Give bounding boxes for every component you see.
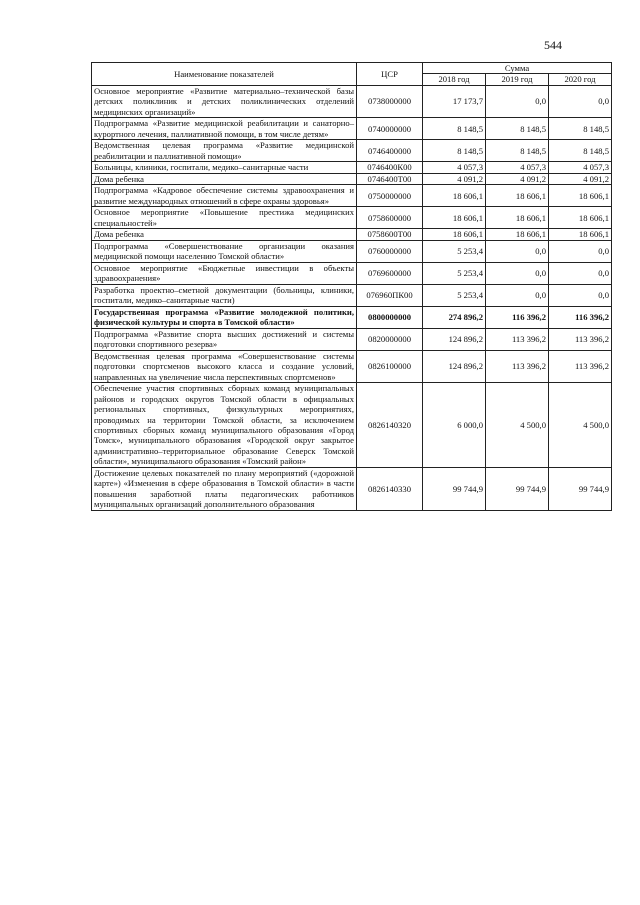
row-value-2020: 113 396,2	[549, 328, 612, 350]
row-value-2019: 18 606,1	[486, 185, 549, 207]
row-csr: 0826100000	[357, 350, 423, 382]
row-value-2018: 17 173,7	[423, 85, 486, 117]
row-value-2020: 0,0	[549, 240, 612, 262]
row-csr: 0800000000	[357, 306, 423, 328]
row-value-2019: 116 396,2	[486, 306, 549, 328]
row-value-2019: 0,0	[486, 240, 549, 262]
header-sum: Сумма	[423, 63, 612, 74]
row-value-2020: 4 091,2	[549, 173, 612, 184]
row-name: Государственная программа «Развитие молодежной политики, физической культуры и спорта в Томской области»	[92, 306, 357, 328]
row-value-2020: 18 606,1	[549, 185, 612, 207]
header-year-2018: 2018 год	[423, 74, 486, 85]
header-csr: ЦСР	[357, 63, 423, 86]
table-row	[92, 207, 612, 229]
table-row	[92, 85, 612, 117]
row-value-2019: 18 606,1	[486, 229, 549, 240]
row-value-2019: 113 396,2	[486, 350, 549, 382]
row-value-2018: 274 896,2	[423, 306, 486, 328]
table-row	[92, 173, 612, 184]
table-row	[92, 328, 612, 350]
row-csr: 0758600Т00	[357, 229, 423, 240]
row-name: Основное мероприятие «Повышение престижа медицинских специальностей»	[92, 207, 357, 229]
row-value-2018: 5 253,4	[423, 284, 486, 306]
table-row	[92, 240, 612, 262]
row-value-2020: 99 744,9	[549, 467, 612, 510]
row-name: Разработка проектно–сметной документации (больницы, клиники, госпитали, медико–санитарные части)	[92, 284, 357, 306]
row-name: Обеспечение участия спортивных сборных команд муниципальных районов и городских округов Томской области в официальных региональных спортивных, физкультурных мероприятиях, проводимых на территории Томской области, за исключением спортивных сборных команд муниципального образования «Город Томск», муниципального образования «Городской округ закрытое административно–территориальное образование Северск Томской области», муниципального образования «Томский район»	[92, 383, 357, 468]
row-value-2018: 4 091,2	[423, 173, 486, 184]
row-csr: 0750000000	[357, 185, 423, 207]
table-row	[92, 162, 612, 173]
row-value-2018: 18 606,1	[423, 207, 486, 229]
row-value-2018: 18 606,1	[423, 185, 486, 207]
row-value-2019: 8 148,5	[486, 118, 549, 140]
row-csr: 0746400К00	[357, 162, 423, 173]
row-name: Дома ребенка	[92, 229, 357, 240]
row-value-2019: 113 396,2	[486, 328, 549, 350]
row-name: Подпрограмма «Совершенствование организации оказания медицинской помощи населению Томской области»	[92, 240, 357, 262]
row-value-2020: 113 396,2	[549, 350, 612, 382]
row-value-2018: 8 148,5	[423, 140, 486, 162]
row-csr: 0746400Т00	[357, 173, 423, 184]
row-value-2018: 6 000,0	[423, 383, 486, 468]
row-value-2018: 5 253,4	[423, 240, 486, 262]
table-row	[92, 383, 612, 468]
row-value-2018: 8 148,5	[423, 118, 486, 140]
row-value-2020: 0,0	[549, 262, 612, 284]
row-value-2020: 4 057,3	[549, 162, 612, 173]
table-row	[92, 185, 612, 207]
row-value-2019: 8 148,5	[486, 140, 549, 162]
row-csr: 0760000000	[357, 240, 423, 262]
header-year-2020: 2020 год	[549, 74, 612, 85]
row-value-2020: 0,0	[549, 85, 612, 117]
row-value-2018: 4 057,3	[423, 162, 486, 173]
row-value-2018: 124 896,2	[423, 328, 486, 350]
row-value-2019: 4 091,2	[486, 173, 549, 184]
row-value-2018: 5 253,4	[423, 262, 486, 284]
row-value-2019: 4 057,3	[486, 162, 549, 173]
row-name: Подпрограмма «Кадровое обеспечение системы здравоохранения и развитие международных отношений в сфере охраны здоровья»	[92, 185, 357, 207]
row-value-2019: 0,0	[486, 284, 549, 306]
table-row	[92, 229, 612, 240]
row-name: Подпрограмма «Развитие спорта высших достижений и системы подготовки спортивного резерва»	[92, 328, 357, 350]
table-row	[92, 467, 612, 510]
table-row	[92, 118, 612, 140]
header-name: Наименование показателей	[92, 63, 357, 86]
row-name: Ведомственная целевая программа «Развитие медицинской реабилитации и паллиативной помощи»	[92, 140, 357, 162]
row-csr: 0746400000	[357, 140, 423, 162]
row-name: Ведомственная целевая программа «Совершенствование системы подготовки спортсменов высокого класса и создание условий, направленных на увеличение числа перспективных спортсменов»	[92, 350, 357, 382]
row-name: Основное мероприятие «Развитие материально–технической базы детских поликлиник и детских поликлинических отделений медицинских организаций»	[92, 85, 357, 117]
row-csr: 0820000000	[357, 328, 423, 350]
table-row	[92, 262, 612, 284]
row-value-2018: 124 896,2	[423, 350, 486, 382]
row-name: Больницы, клиники, госпитали, медико–санитарные части	[92, 162, 357, 173]
row-csr: 0826140320	[357, 383, 423, 468]
row-value-2020: 18 606,1	[549, 207, 612, 229]
row-csr: 0738000000	[357, 85, 423, 117]
table-row	[92, 284, 612, 306]
row-name: Подпрограмма «Развитие медицинской реабилитации и санаторно–курортного лечения, паллиативной помощи, в том числе детям»	[92, 118, 357, 140]
table-header-row	[92, 63, 612, 74]
row-value-2019: 18 606,1	[486, 207, 549, 229]
page-number: 544	[544, 38, 562, 52]
row-value-2018: 18 606,1	[423, 229, 486, 240]
row-csr: 0769600000	[357, 262, 423, 284]
row-value-2020: 8 148,5	[549, 140, 612, 162]
row-value-2020: 0,0	[549, 284, 612, 306]
row-name: Основное мероприятие «Бюджетные инвестиции в объекты здравоохранения»	[92, 262, 357, 284]
row-value-2019: 99 744,9	[486, 467, 549, 510]
row-value-2018: 99 744,9	[423, 467, 486, 510]
row-value-2019: 0,0	[486, 85, 549, 117]
row-name: Дома ребенка	[92, 173, 357, 184]
header-year-2019: 2019 год	[486, 74, 549, 85]
row-value-2020: 116 396,2	[549, 306, 612, 328]
table-row	[92, 306, 612, 328]
row-csr: 0758600000	[357, 207, 423, 229]
row-csr: 0740000000	[357, 118, 423, 140]
row-name: Достижение целевых показателей по плану мероприятий («дорожной карте») «Изменения в сфере образования в Томской области» в части повышения заработной платы педагогических работников муниципальных организаций дополнительного образования	[92, 467, 357, 510]
row-value-2019: 4 500,0	[486, 383, 549, 468]
table-row	[92, 350, 612, 382]
row-csr: 076960ПК00	[357, 284, 423, 306]
row-value-2020: 8 148,5	[549, 118, 612, 140]
row-value-2020: 4 500,0	[549, 383, 612, 468]
budget-table	[91, 62, 612, 511]
row-csr: 0826140330	[357, 467, 423, 510]
table-row	[92, 140, 612, 162]
row-value-2019: 0,0	[486, 262, 549, 284]
row-value-2020: 18 606,1	[549, 229, 612, 240]
